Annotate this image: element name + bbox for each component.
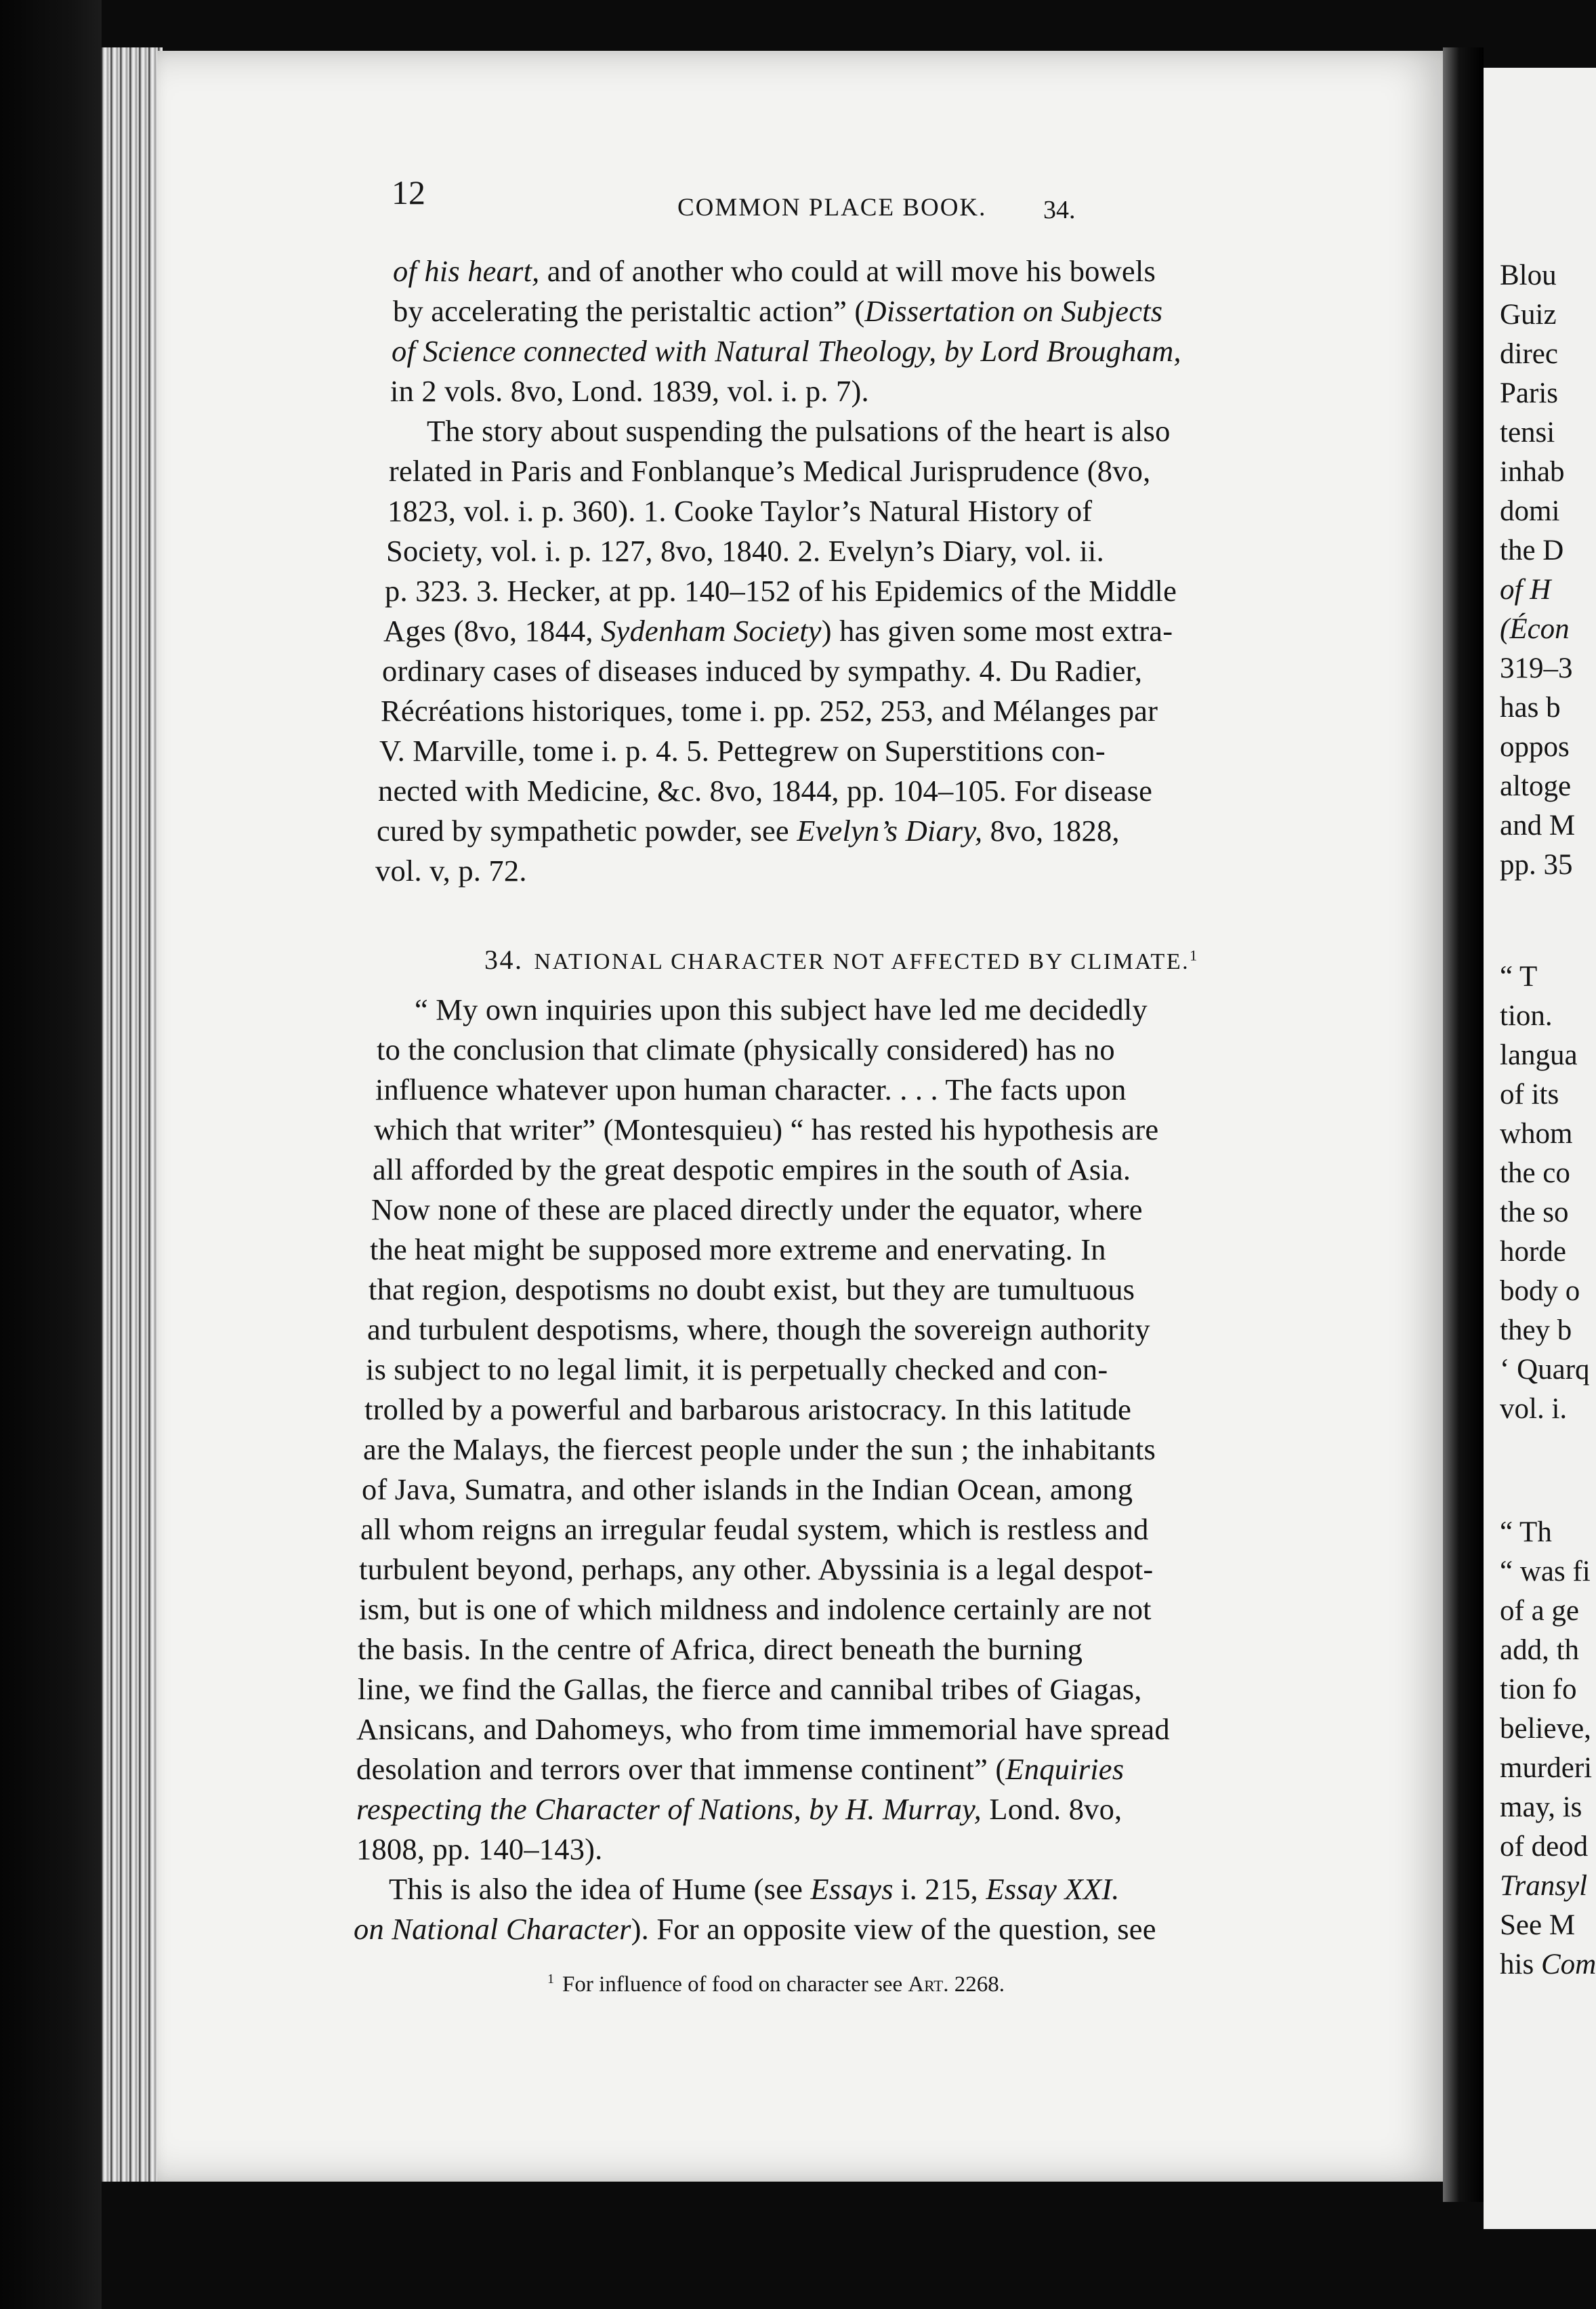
facing-page-line: domi <box>1500 495 1560 527</box>
text-line: on National Character). For an opposite view of the question, see <box>354 1912 1156 1946</box>
facing-page-line: 319–3 <box>1500 652 1573 684</box>
facing-page-line: (Écon <box>1500 613 1570 645</box>
text-line: the heat might be supposed more extreme and enervating. In <box>370 1232 1106 1266</box>
facing-page-line: they b <box>1500 1314 1572 1346</box>
text-line: p. 323. 3. Hecker, at pp. 140–152 of his Epidemics of the Middle <box>385 574 1177 608</box>
facing-page-line: tensi <box>1500 417 1555 449</box>
facing-page-line: body o <box>1500 1275 1580 1307</box>
text-line: The story about suspending the pulsations of the heart is also <box>427 414 1171 448</box>
facing-page-line: of H <box>1500 574 1551 606</box>
text-line: influence whatever upon human character. . . . The facts upon <box>375 1073 1127 1106</box>
facing-page-line: his Com <box>1500 1949 1596 1980</box>
facing-page-line: “ Th <box>1500 1516 1552 1548</box>
facing-page-line: the D <box>1500 535 1564 566</box>
facing-page-line: Guiz <box>1500 299 1557 331</box>
text-line: Ages (8vo, 1844, Sydenham Society) has given some most extra- <box>383 614 1173 648</box>
text-line: all whom reigns an irregular feudal system, which is restless and <box>360 1512 1149 1546</box>
book-gutter <box>1443 47 1484 2202</box>
text-line: to the conclusion that climate (physically considered) has no <box>377 1033 1115 1066</box>
facing-page-line: the so <box>1500 1197 1569 1228</box>
facing-page-line: Blou <box>1500 259 1557 291</box>
facing-page <box>1484 68 1596 2229</box>
text-line: ordinary cases of diseases induced by sympathy. 4. Du Radier, <box>382 654 1143 688</box>
facing-page-line: ‘ Quarq <box>1500 1354 1590 1386</box>
facing-page-line: has b <box>1500 692 1561 724</box>
text-line: 1823, vol. i. p. 360). 1. Cooke Taylor’s Natural History of <box>387 494 1093 528</box>
facing-page-line: of its <box>1500 1079 1559 1110</box>
text-line: V. Marville, tome i. p. 4. 5. Pettegrew on Superstitions con- <box>379 734 1106 768</box>
facing-page-line: See M <box>1500 1909 1576 1941</box>
text-line: are the Malays, the fiercest people under the sun ; the inhabitants <box>363 1432 1156 1466</box>
text-line: Récréations historiques, tome i. pp. 252, 253, and Mélanges par <box>381 694 1158 728</box>
article-heading <box>484 944 1199 976</box>
text-line: related in Paris and Fonblanque’s Medical Jurisprudence (8vo, <box>389 454 1151 488</box>
facing-page-line: oppos <box>1500 731 1570 763</box>
facing-page-line: altoge <box>1500 770 1572 802</box>
footnote-text: For influence of food on character see <box>562 1972 908 1997</box>
text-line: by accelerating the peristaltic action” (Dissertation on Subjects <box>393 294 1163 328</box>
footnote-ref: Art. 2268. <box>908 1972 1005 1997</box>
facing-page-line: inhab <box>1500 456 1565 488</box>
footnote-number: 1 <box>547 1972 554 1986</box>
facing-page-line: whom <box>1500 1118 1573 1150</box>
facing-page-line: tion. <box>1500 1000 1553 1032</box>
text-line: that region, despotisms no doubt exist, but they are tumultuous <box>369 1272 1135 1306</box>
facing-page-line: direc <box>1500 338 1558 370</box>
facing-page-line: of a ge <box>1500 1595 1579 1627</box>
facing-page-line: murderi <box>1500 1752 1593 1784</box>
facing-page-line: of deod <box>1500 1831 1589 1863</box>
text-line: of his heart, and of another who could at will move his bowels <box>393 254 1156 288</box>
running-head-article: 34. <box>1043 196 1076 224</box>
facing-page-line: tion fo <box>1500 1673 1577 1705</box>
text-line: line, we find the Gallas, the fierce and cannibal tribes of Giagas, <box>358 1672 1142 1706</box>
footnote-marker: 1 <box>1190 947 1199 964</box>
text-line: turbulent beyond, perhaps, any other. Abyssinia is a legal despot- <box>359 1552 1154 1586</box>
facing-page-line: “ was fi <box>1500 1556 1591 1587</box>
scan-border <box>0 0 102 2309</box>
facing-page-line: “ T <box>1500 961 1538 993</box>
facing-page-line: may, is <box>1500 1791 1582 1823</box>
text-line: ism, but is one of which mildness and indolence certainly are not <box>359 1592 1152 1626</box>
facing-page-line: Transyl <box>1500 1870 1588 1902</box>
facing-page-line: horde <box>1500 1236 1566 1268</box>
text-line: Ansicans, and Dahomeys, who from time immemorial have spread <box>356 1712 1170 1746</box>
facing-page-line: believe, <box>1500 1713 1591 1745</box>
facing-page-line: pp. 35 <box>1500 849 1573 881</box>
running-head-title: COMMON PLACE BOOK. <box>677 194 987 222</box>
facing-page-line: and M <box>1500 810 1576 841</box>
text-line: of Science connected with Natural Theology, by Lord Brougham, <box>392 334 1181 368</box>
text-line: Now none of these are placed directly under the equator, where <box>371 1192 1143 1226</box>
article-title: NATIONAL CHARACTER NOT AFFECTED BY CLIMATE. <box>534 949 1190 974</box>
text-line: cured by sympathetic powder, see Evelyn’s Diary, 8vo, 1828, <box>377 814 1120 848</box>
facing-page-line: add, th <box>1500 1634 1580 1666</box>
text-line: all afforded by the great despotic empires in the south of Asia. <box>373 1152 1131 1186</box>
text-line: “ My own inquiries upon this subject have led me decidedly <box>415 993 1148 1026</box>
facing-page-line: vol. i. <box>1500 1393 1568 1425</box>
page-stack-edges <box>102 47 163 2182</box>
footnote <box>547 1972 1005 1997</box>
text-line: 1808, pp. 140–143). <box>356 1832 603 1866</box>
text-line: in 2 vols. 8vo, Lond. 1839, vol. i. p. 7). <box>390 374 869 408</box>
article-number: 34. <box>484 944 524 975</box>
text-line: which that writer” (Montesquieu) “ has rested his hypothesis are <box>374 1112 1159 1146</box>
text-line: desolation and terrors over that immense continent” (Enquiries <box>356 1752 1125 1786</box>
text-line: of Java, Sumatra, and other islands in the Indian Ocean, among <box>362 1472 1133 1506</box>
page-number: 12 <box>392 173 425 211</box>
text-line: vol. v, p. 72. <box>375 854 527 888</box>
text-line: is subject to no legal limit, it is perpetually checked and con- <box>366 1352 1108 1386</box>
text-line: trolled by a powerful and barbarous aristocracy. In this latitude <box>364 1392 1132 1426</box>
text-line: nected with Medicine, &c. 8vo, 1844, pp. 104–105. For disease <box>378 774 1153 808</box>
text-line: Society, vol. i. p. 127, 8vo, 1840. 2. Evelyn’s Diary, vol. ii. <box>386 534 1104 568</box>
facing-page-line: Paris <box>1500 377 1558 409</box>
text-line: and turbulent despotisms, where, though the sovereign authority <box>367 1312 1150 1346</box>
facing-page-line: langua <box>1500 1039 1578 1071</box>
text-line: This is also the idea of Hume (see Essays i. 215, Essay XXI. <box>389 1872 1120 1906</box>
text-line: the basis. In the centre of Africa, direct beneath the burning <box>358 1632 1083 1666</box>
facing-page-line: the co <box>1500 1157 1570 1189</box>
text-line: respecting the Character of Nations, by H. Murray, Lond. 8vo, <box>356 1792 1122 1826</box>
